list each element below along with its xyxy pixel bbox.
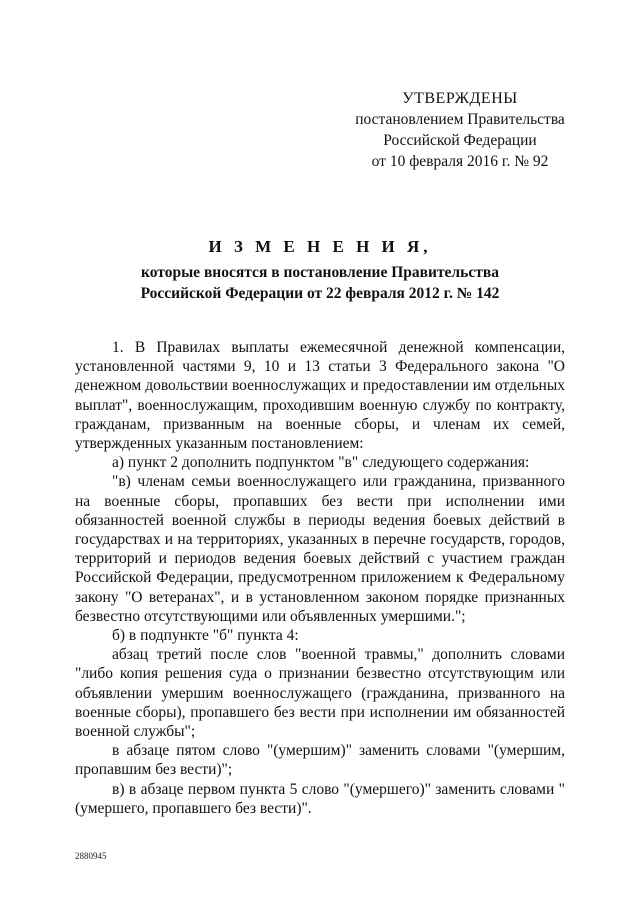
approval-line-3: от 10 февраля 2016 г. № 92 xyxy=(371,153,549,170)
paragraph-1: 1. В Правилах выплаты ежемесячной денежной компенсации, установленной частями 9, 10 и 13 статьи 3 Федерального закона "О денежном довольствии военнослужащих и предоставлении им отдельных выплат", военнослужащим, проходившим военную службу по контракту, гражданам, призванным на военные сборы, и членам их семей, утвержденных указанным постановлением: xyxy=(75,339,565,453)
paragraph-4: б) в подпункте "б" пункта 4: xyxy=(112,627,299,645)
document-title: И З М Е Н Е Н И Я, xyxy=(208,237,432,256)
document-subtitle xyxy=(70,262,570,304)
document-footer-id: 2880945 xyxy=(75,851,107,861)
subtitle-line-1: которые вносятся в постановление Правительства xyxy=(141,264,499,281)
approval-line-2: Российской Федерации xyxy=(383,132,537,149)
approval-heading: УТВЕРЖДЕНЫ xyxy=(402,90,518,107)
approval-stamp xyxy=(330,88,590,172)
document-body xyxy=(75,338,565,818)
paragraph-5: абзац третий после слов "военной травмы," дополнить словами "либо копия решения суда о признании безвестно отсутствующим или объявлении умершим военнослужащего (гражданина, призванного на военные сборы), пропавшего без вести при исполнении им обязанностей военной службы"; xyxy=(75,646,565,741)
approval-line-1: постановлением Правительства xyxy=(355,111,565,128)
subtitle-line-2: Российской Федерации от 22 февраля 2012 г. № 142 xyxy=(140,285,500,302)
paragraph-7: в) в абзаце первом пункта 5 слово "(умершего)" заменить словами "(умершего, пропавшего без вести)". xyxy=(75,780,565,817)
paragraph-3: "в) членам семьи военнослужащего или гражданина, призванного на военные сборы, пропавших без вести при исполнении ими обязанностей военной службы в периоды ведения боевых действий в государствах и на территориях, указанных в перечне государств, городов, территорий и периодов ведения боевых действий с участием граждан Российской Федерации, предусмотренном приложением к Федеральному закону "О ветеранах", и в установленном законом порядке признанных безвестно отсутствующими или объявленных умершими."; xyxy=(75,473,565,625)
paragraph-2: а) пункт 2 дополнить подпунктом "в" следующего содержания: xyxy=(112,454,530,472)
paragraph-6: в абзаце пятом слово "(умершим)" заменить словами "(умершим, пропавшим без вести)"; xyxy=(75,742,565,779)
